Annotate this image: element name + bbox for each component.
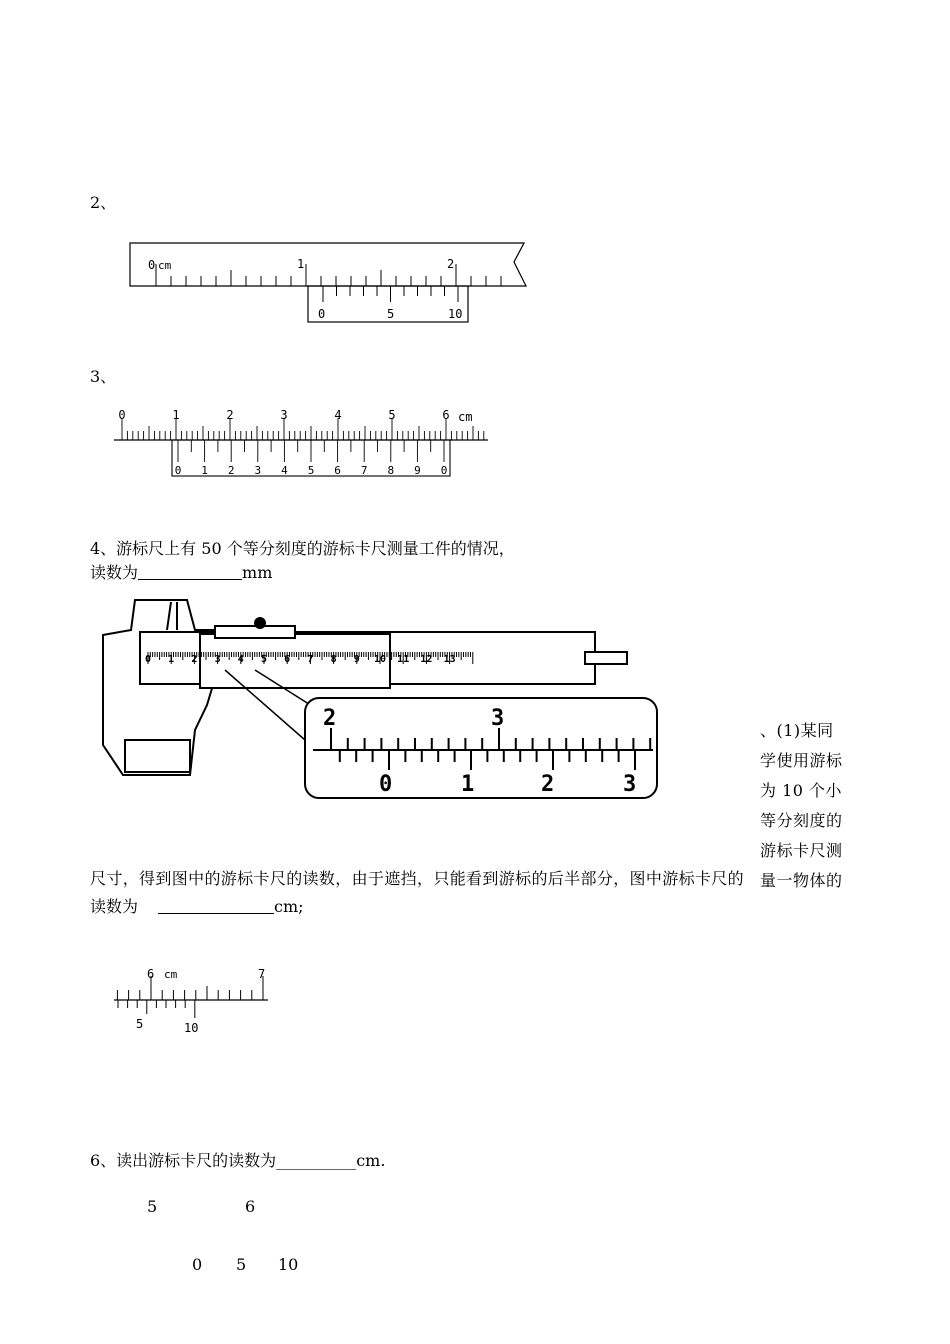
q3-vernier-diagram [110, 402, 500, 482]
q4-caliper-label: 7 [307, 654, 314, 665]
q5-side-line: 量一物体的 [760, 871, 843, 890]
q3-unit-label: cm [458, 410, 473, 424]
q4-caliper-slider [200, 634, 390, 688]
q4-caliper-label: 1 [168, 654, 175, 665]
q4-caliper-label: 12 [420, 654, 433, 665]
q3-main-label: 3 [280, 408, 288, 422]
q5-side-text [760, 716, 860, 896]
q3-main-label: 6 [442, 408, 450, 422]
q4-caliper-label: 0 [144, 654, 152, 665]
q2-main-label-0: 0 [148, 258, 156, 272]
q4-caliper-label: 5 [260, 654, 268, 665]
q6-main-label-5: 5 [147, 1197, 158, 1216]
q2-vernier-label-5: 5 [387, 307, 395, 321]
q2-vernier-diagram [120, 238, 540, 328]
q2-unit-label: cm [158, 259, 172, 272]
q5-full-line: 尺寸，得到图中的游标卡尺的读数，由于遮挡，只能看到游标的后半部分，图中游标卡尺的 [90, 869, 745, 888]
q4-caliper-label: 6 [284, 654, 291, 665]
q5-answer-prefix: 读数为 [90, 897, 139, 916]
q4-answer-unit: mm [242, 563, 273, 582]
q3-vernier-label: 1 [201, 464, 208, 477]
q6-prefix: 6、读出游标卡尺的读数为 [90, 1151, 277, 1170]
q3-main-label: 2 [226, 408, 234, 422]
q2-main-label-2: 2 [447, 257, 455, 271]
q4-caliper-label: 9 [353, 654, 360, 665]
q3-vernier-label: 8 [387, 464, 395, 477]
q6-suffix: cm. [356, 1151, 386, 1170]
q3-vernier-label: 3 [254, 464, 262, 477]
q6-vernier-label-5: 5 [236, 1255, 247, 1274]
q4-zoom-window [305, 698, 657, 798]
q5-answer-line [90, 896, 304, 918]
q4-caliper-lock-screw [254, 617, 266, 629]
q4-answer-prefix: 读数为 [90, 563, 139, 582]
q2-vernier-label-0: 0 [318, 307, 326, 321]
q6-vernier-label-0: 0 [192, 1255, 203, 1274]
q4-zoom-main-label-3: 3 [491, 706, 505, 731]
q4-caliper-label: 8 [330, 654, 337, 665]
q5-vernier-label-5: 5 [136, 1017, 144, 1031]
q3-vernier-label: 6 [334, 464, 341, 477]
q2-main-ruler-body [130, 243, 526, 286]
q4-zoom-vernier-label-3: 3 [623, 772, 637, 797]
q4-caliper-label: 2 [191, 654, 198, 665]
q5-side-line: 、(1)某同 [760, 721, 834, 740]
q3-vernier-label: 9 [414, 464, 421, 477]
q2-main-label-1: 1 [297, 257, 305, 271]
q4-caliper-label: 10 [373, 654, 387, 665]
q6-line [90, 1150, 385, 1172]
q4-caliper-lower-jaw-tip [125, 740, 190, 772]
q5-vernier-label-10: 10 [184, 1021, 199, 1035]
q5-main-label-7: 7 [258, 967, 266, 981]
q5-main-label-6: 6 [147, 967, 155, 981]
q4-line1: 4、游标尺上有 50 个等分刻度的游标卡尺测量工件的情况， [90, 539, 515, 558]
q3-main-label: 0 [118, 408, 126, 422]
q3-main-label: 1 [172, 408, 180, 422]
q6-answer-blank[interactable]: __________ [276, 1151, 357, 1170]
q5-vernier-diagram [110, 962, 280, 1042]
q5-unit-label: cm [164, 968, 178, 981]
q2-vernier-label-10: 10 [448, 307, 463, 321]
q5-side-line: 为 10 个小 [760, 781, 843, 800]
q5-side-line: 等分刻度的 [760, 811, 843, 830]
q5-answer-blank[interactable] [158, 897, 274, 914]
q4-zoom-vernier-label-2: 2 [541, 772, 555, 797]
q3-vernier-label: 7 [360, 464, 368, 477]
q3-vernier-label: 5 [307, 464, 315, 477]
q4-caliper-slider-top [215, 626, 295, 638]
q6-vernier-label-10: 10 [278, 1255, 299, 1274]
q4-caliper-depth-rod [585, 652, 627, 664]
q3-label: 3、 [90, 367, 117, 386]
q5-answer-unit: cm; [274, 897, 304, 916]
q3-vernier-label: 4 [281, 464, 288, 477]
q3-vernier-label: 0 [440, 464, 448, 477]
q4-caliper-diagram [95, 590, 665, 805]
q4-caliper-label: 11 [397, 654, 410, 665]
q4-caliper-label: 3 [214, 654, 221, 665]
q5-side-line: 学使用游标 [760, 751, 843, 770]
q4-zoom-vernier-label-0: 0 [379, 772, 393, 797]
q4-caliper-label: 4 [237, 654, 244, 665]
q3-main-label: 5 [388, 408, 396, 422]
q4-zoom-vernier-label-1: 1 [461, 772, 475, 797]
q3-vernier-label: 2 [227, 464, 235, 477]
q4-caliper-label: 13 [443, 654, 456, 665]
q5-side-line: 游标卡尺测 [760, 841, 843, 860]
q2-label: 2、 [90, 193, 117, 212]
q6-main-label-6: 6 [245, 1197, 256, 1216]
q4-line2 [90, 562, 272, 584]
q3-main-label: 4 [334, 408, 342, 422]
q4-zoom-main-label-2: 2 [323, 706, 337, 731]
q3-vernier-label: 0 [174, 464, 182, 477]
q4-answer-blank[interactable] [138, 563, 242, 580]
